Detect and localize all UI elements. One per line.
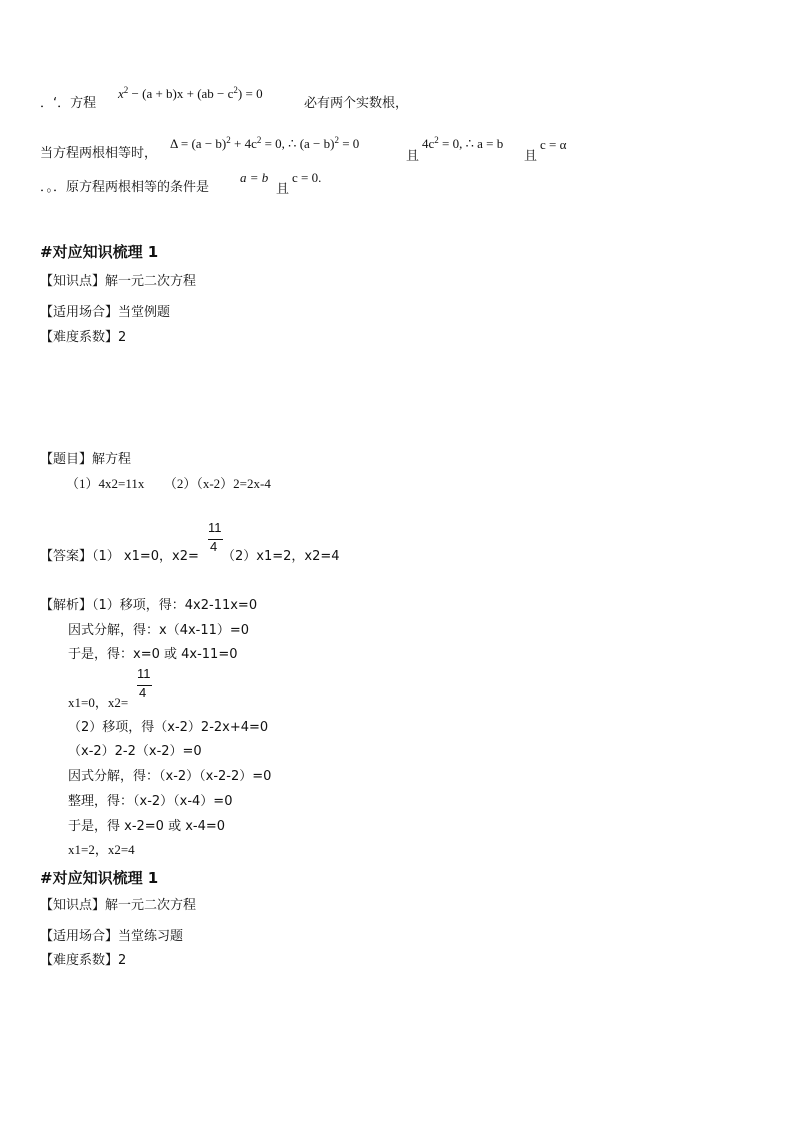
eq2-part-f: = 0, ∴ a = b [438, 136, 504, 151]
problem-title: 【题目】解方程 [40, 452, 132, 467]
intro-equation-2c: c = α [540, 137, 567, 152]
intro-equation-1 [118, 86, 263, 102]
intro-and-2: 且 [524, 149, 538, 164]
section-1-scene: 【适用场合】当堂例题 [40, 305, 171, 320]
intro-and-1: 且 [406, 149, 420, 164]
eq1-part-b: − (a + b)x + (ab − c [128, 86, 234, 101]
analysis-fraction [137, 666, 155, 706]
problem-items: （1）4x2=11x （2）（x-2）2=2x-4 [66, 476, 271, 491]
eq2-part-a: Δ = (a − b) [170, 136, 227, 151]
intro-line-1-suffix: 必有两个实数根， [304, 96, 409, 111]
intro-line-1 [40, 92, 96, 111]
answer-fraction-denominator: 4 [210, 539, 218, 554]
intro-equation-2b [422, 136, 503, 152]
eq2-part-c: = 0, ∴ (a − b) [261, 136, 335, 151]
intro-and-3: 且 [276, 182, 290, 197]
intro-line-2-prefix: 当方程两根相等时， [40, 146, 158, 161]
section-2-scene: 【适用场合】当堂练习题 [40, 929, 184, 944]
section-1-heading: #对应知识梳理 1 [40, 243, 159, 261]
analysis-line-8: 于是，得 x-2=0 或 x-4=0 [68, 819, 226, 834]
answer-suffix: （2）x1=2，x2=4 [222, 549, 340, 564]
section-2-knowledge: 【知识点】解一元二次方程 [40, 898, 197, 913]
eq1-exp-1: 2 [123, 85, 129, 95]
analysis-line-3: x1=0，x2= [68, 695, 129, 710]
answer-prefix: 【答案】（1） x1=0，x2= [40, 549, 199, 564]
eq2-exp-2: 2 [256, 135, 262, 145]
intro-line-1-prefix: ．‘．方程 [40, 96, 97, 111]
section-2-difficulty: 【难度系数】2 [40, 953, 127, 968]
intro-line-3-prefix: ．。．原方程两根相等的条件是 [40, 180, 210, 195]
analysis-line-5: （x-2）2-2（x-2）=0 [68, 744, 202, 759]
section-1-knowledge: 【知识点】解一元二次方程 [40, 274, 197, 289]
analysis-head: 【解析】（1）移项，得：4x2-11x=0 [40, 598, 258, 613]
eq2-exp-3: 2 [334, 135, 339, 145]
analysis-line-6: 因式分解，得：（x-2）（x-2-2）=0 [68, 769, 272, 784]
eq2-part-d: = 0 [338, 136, 360, 151]
analysis-fraction-denominator: 4 [139, 685, 147, 700]
intro-equation-2 [170, 136, 359, 152]
section-2-heading: #对应知识梳理 1 [40, 869, 159, 887]
intro-equation-3a: a = b [240, 170, 269, 185]
eq2-part-e: 4c [422, 136, 435, 151]
intro-equation-3b: c = 0. [292, 170, 322, 185]
analysis-line-1: 因式分解，得：x（4x-11）=0 [68, 623, 250, 638]
eq2-exp-1: 2 [226, 135, 231, 145]
eq1-exp-2: 2 [233, 85, 238, 95]
analysis-line-9: x1=2，x2=4 [68, 842, 135, 857]
eq1-part-a: x [118, 86, 124, 101]
eq2-exp-4: 2 [434, 135, 439, 145]
analysis-line-4: （2）移项，得（x-2）2-2x+4=0 [68, 720, 269, 735]
answer-fraction-numerator: 11 [208, 520, 222, 535]
eq2-part-b: + 4c [230, 136, 257, 151]
analysis-line-2: 于是，得：x=0 或 4x-11=0 [68, 647, 238, 662]
analysis-fraction-numerator: 11 [137, 666, 151, 681]
analysis-line-7: 整理，得：（x-2）（x-4）=0 [68, 794, 233, 809]
eq1-part-c: ) = 0 [237, 86, 263, 101]
section-1-difficulty: 【难度系数】2 [40, 330, 127, 345]
